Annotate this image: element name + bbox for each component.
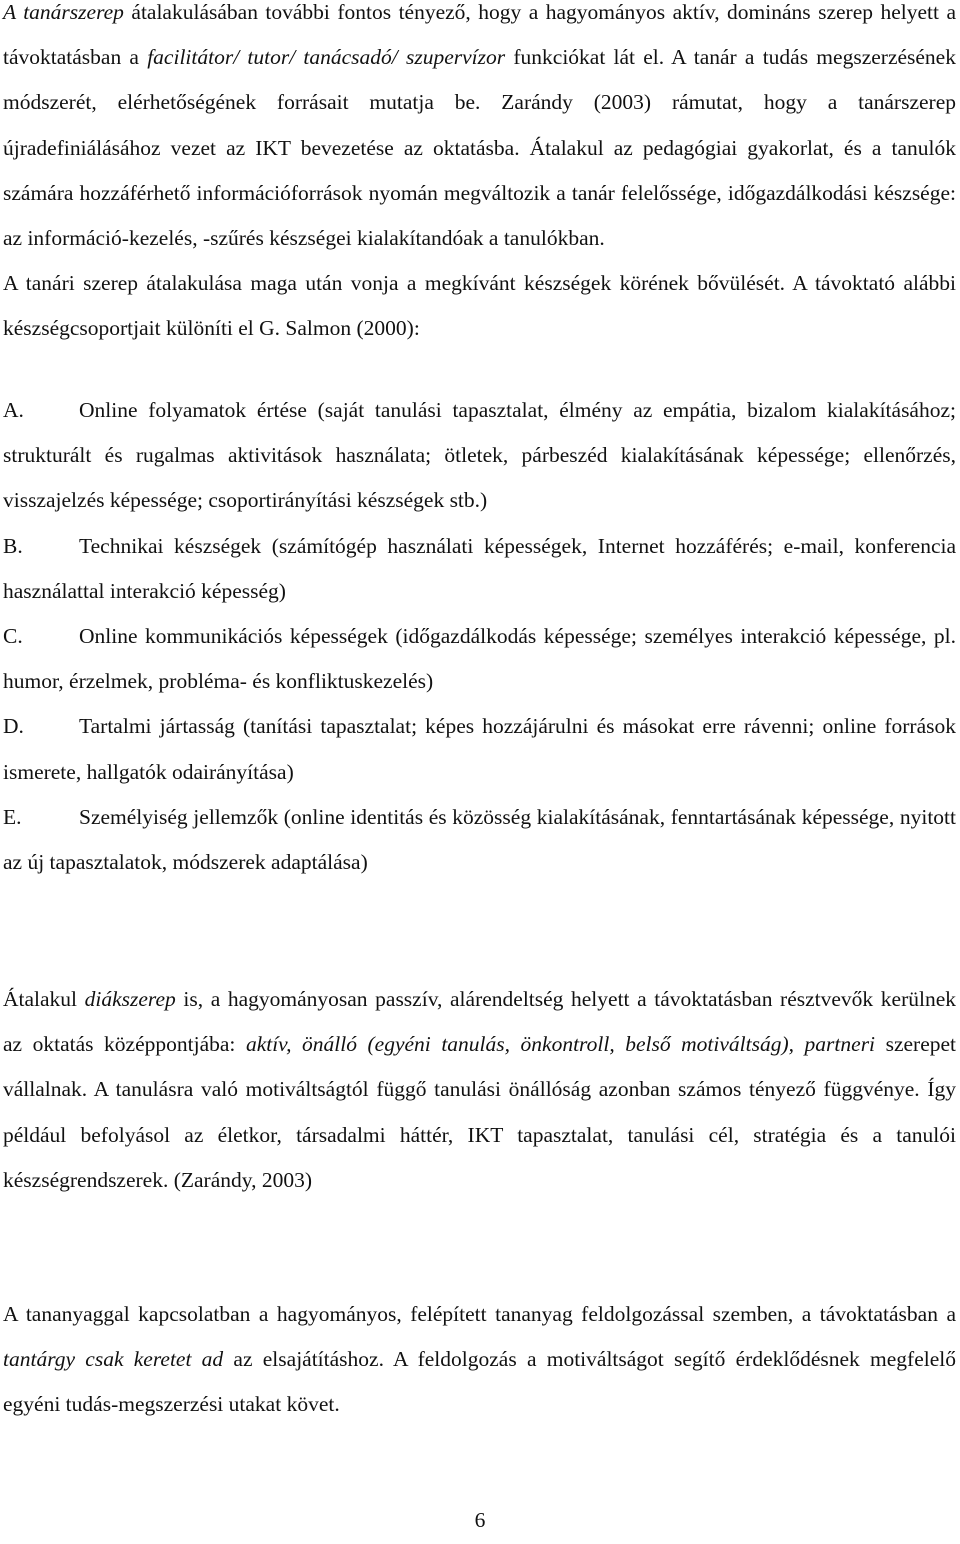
list-item	[3, 795, 956, 885]
paragraph-teacher-role	[3, 0, 956, 352]
italic-term-framework: tantárgy csak keretet ad	[3, 1347, 224, 1372]
paragraph-student-role-body	[3, 977, 956, 1203]
list-item-label: B.	[3, 533, 23, 558]
italic-term-diakszerep: diákszerep	[84, 987, 176, 1011]
list-item-text: Személyiség jellemzők (online identitás és közösség kialakításának, fenntartásának képessége, nyitott az új tapasztalatok, módszerek adaptálása)	[3, 804, 956, 875]
list-item	[3, 524, 956, 614]
page-number: 6	[474, 1508, 486, 1532]
paragraph-student-role	[3, 977, 956, 1203]
text-span: is, a hagyományosan passzív, alárendeltség helyett a távoktatásban résztvevők kerülnek az oktatás középpontjába:	[3, 987, 956, 1057]
text-span: átalakulásában további fontos tényező, hogy a hagyományos aktív, domináns szerep helyett a távoktatásban a	[3, 0, 956, 70]
paragraph-skills-intro: A tanári szerep átalakulása maga után vonja a megkívánt készségek körének bővülését. A távoktató alábbi készségcsoportjait különíti el G. Salmon (2000):	[3, 271, 956, 341]
italic-term-active-learner: aktív, önálló (egyéni tanulás, önkontroll, belső motiváltság), partneri	[245, 1032, 876, 1057]
paragraph-curriculum	[3, 1292, 956, 1428]
skills-list	[3, 388, 956, 885]
list-item-label: A.	[3, 398, 24, 422]
italic-term-facilitator: facilitátor/ tutor/ tanácsadó/ szupervízor	[147, 45, 506, 70]
text-span: A tananyaggal kapcsolatban a hagyományos, felépített tananyag feldolgozással szemben, a távoktatásban a	[3, 1302, 956, 1326]
italic-term-tanarszerep: A tanárszerep	[3, 0, 124, 24]
list-item-text: Online kommunikációs képességek (időgazdálkodás képessége; személyes interakció képessége, pl. humor, érzelmek, probléma- és konfliktuskezelés)	[3, 624, 956, 694]
text-span: funkciókat lát el. A tanár a tudás megszerzésének módszerét, elérhetőségének forrásait mutatja be. Zarándy (2003) rámutat, hogy a tanárszerep újradefiniálásához vezet az IKT bevezetése az oktatásba. Átalakul az pedagógiai gyakorlat, és a tanulók számára hozzáférhető információforrások nyomán megváltozik a tanár felelőssége, időgazdálkodási készsége: az információ-kezelés, -szűrés készségei kialakítandóak a tanulókban.	[3, 45, 956, 251]
list-item-label: E.	[3, 804, 22, 829]
paragraph-curriculum-body	[3, 1292, 956, 1428]
paragraph-teacher-role-body	[3, 0, 956, 261]
text-span: az elsajátításhoz. A feldolgozás a motiváltságot segítő érdeklődésnek megfelelő egyéni tudás-megszerzési utakat követ.	[3, 1347, 956, 1417]
text-span: szerepet vállalnak. A tanulásra való motiváltságtól függő tanulási önállóság azonban számos tényező függvénye. Így például befolyásol az életkor, társadalmi háttér, IKT tapasztalat, tanulási cél, stratégia és a tanulói készségrendszerek. (Zarándy, 2003)	[3, 1032, 957, 1192]
list-item-text: Technikai készségek (számítógép használati képességek, Internet hozzáférés; e-mail, konferencia használattal interakció képesség)	[3, 533, 956, 603]
list-item	[3, 614, 956, 704]
list-item-text: Tartalmi jártasság (tanítási tapasztalat; képes hozzájárulni és másokat erre rávenni; online források ismerete, hallgatók odairányítása)	[3, 714, 956, 784]
list-item-label: D.	[3, 714, 24, 739]
list-item	[3, 704, 956, 794]
text-span: Átalakul	[3, 987, 85, 1011]
list-item-label: C.	[3, 624, 23, 649]
list-item	[3, 388, 956, 524]
list-item-text: Online folyamatok értése (saját tanulási tapasztalat, élmény az empátia, bizalom kialakításához; strukturált és rugalmas aktivitások használata; ötletek, párbeszéd kialakításának képessége; ellenőrzés, visszajelzés képessége; csoportirányítási készségek stb.)	[3, 398, 956, 513]
